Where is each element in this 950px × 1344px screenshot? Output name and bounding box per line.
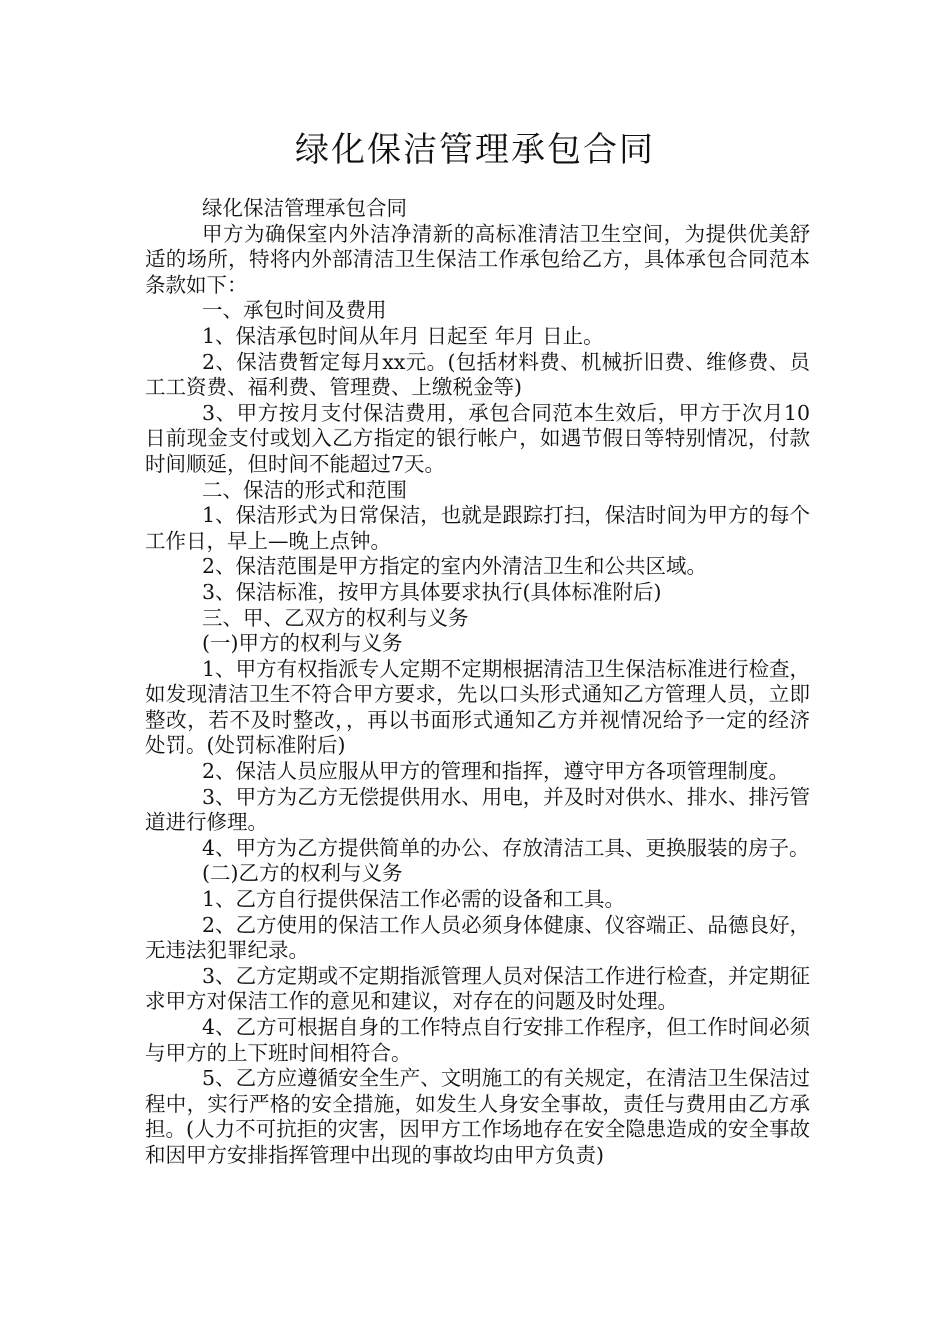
clause-2-1: 1、保洁形式为日常保洁，也就是跟踪打扫，保洁时间为甲方的每个工作日，早上—晚上点钟。 xyxy=(145,503,810,553)
clause-a-1: 1、甲方有权指派专人定期不定期根据清洁卫生保洁标准进行检查，如发现清洁卫生不符合甲方要求，先以口头形式通知乙方管理人员，立即整改，若不及时整改，，再以书面形式通知乙方并视情况给予一定的经济处罚。(处罚标准附后) xyxy=(145,656,810,758)
subsection-heading-party-a: (一)甲方的权利与义务 xyxy=(202,631,403,656)
clause-b-2: 2、乙方使用的保洁工作人员必须身体健康、仪容端正、品德良好，无违法犯罪纪录。 xyxy=(145,912,810,963)
clause-b-5: 5、乙方应遵循安全生产、文明施工的有关规定，在清洁卫生保洁过程中，实行严格的安全措施，如发生人身安全事故，责任与费用由乙方承担。(人力不可抗拒的灾害，因甲方工作场地存在安全隐患造成的安全事故和因甲方安排指挥管理中出现的事故均由甲方负责) xyxy=(145,1066,810,1167)
paragraph-intro: 甲方为确保室内外洁净清新的高标准清洁卫生空间，为提供优美舒适的场所，特将内外部清洁卫生保洁工作承包给乙方，具体承包合同范本条款如下： xyxy=(145,221,810,297)
document-body xyxy=(145,196,810,1169)
document-title: 绿化保洁管理承包合同 xyxy=(295,130,655,170)
clause-1-1: 1、保洁承包时间从年月 日起至 年月 日止。 xyxy=(202,323,604,348)
clause-b-1: 1、乙方自行提供保洁工作必需的设备和工具。 xyxy=(202,887,626,912)
paragraph-subtitle: 绿化保洁管理承包合同 xyxy=(202,196,407,220)
clause-b-3: 3、乙方定期或不定期指派管理人员对保洁工作进行检查，并定期征求甲方对保洁工作的意见和建议，对存在的问题及时处理。 xyxy=(145,963,810,1014)
clause-a-2: 2、保洁人员应服从甲方的管理和指挥，遵守甲方各项管理制度。 xyxy=(202,759,790,784)
clause-a-3: 3、甲方为乙方无偿提供用水、用电，并及时对供水、排水、排污管道进行修理。 xyxy=(145,784,810,835)
clause-a-4: 4、甲方为乙方提供简单的办公、存放清洁工具、更换服装的房子。 xyxy=(202,835,810,860)
clause-1-2: 2、保洁费暂定每月xx元。(包括材料费、机械折旧费、维修费、员工工资费、福利费、管理费、上缴税金等) xyxy=(145,349,810,400)
clause-b-4: 4、乙方可根据自身的工作特点自行安排工作程序，但工作时间必须与甲方的上下班时间相符合。 xyxy=(145,1015,810,1065)
subsection-heading-party-b: (二)乙方的权利与义务 xyxy=(202,861,403,886)
section-heading-rights-and-duties: 三、甲、乙双方的权利与义务 xyxy=(202,605,469,630)
clause-2-3: 3、保洁标准，按甲方具体要求执行(具体标准附后) xyxy=(202,579,662,604)
section-heading-term-and-fee: 一、承包时间及费用 xyxy=(202,298,387,323)
clause-2-2: 2、保洁范围是甲方指定的室内外清洁卫生和公共区域。 xyxy=(202,554,708,579)
clause-1-3: 3、甲方按月支付保洁费用，承包合同范本生效后，甲方于次月10日前现金支付或划入乙方指定的银行帐户，如遇节假日等特别情况，付款时间顺延，但时间不能超过7天。 xyxy=(145,400,810,476)
section-heading-form-and-scope: 二、保洁的形式和范围 xyxy=(202,477,407,502)
